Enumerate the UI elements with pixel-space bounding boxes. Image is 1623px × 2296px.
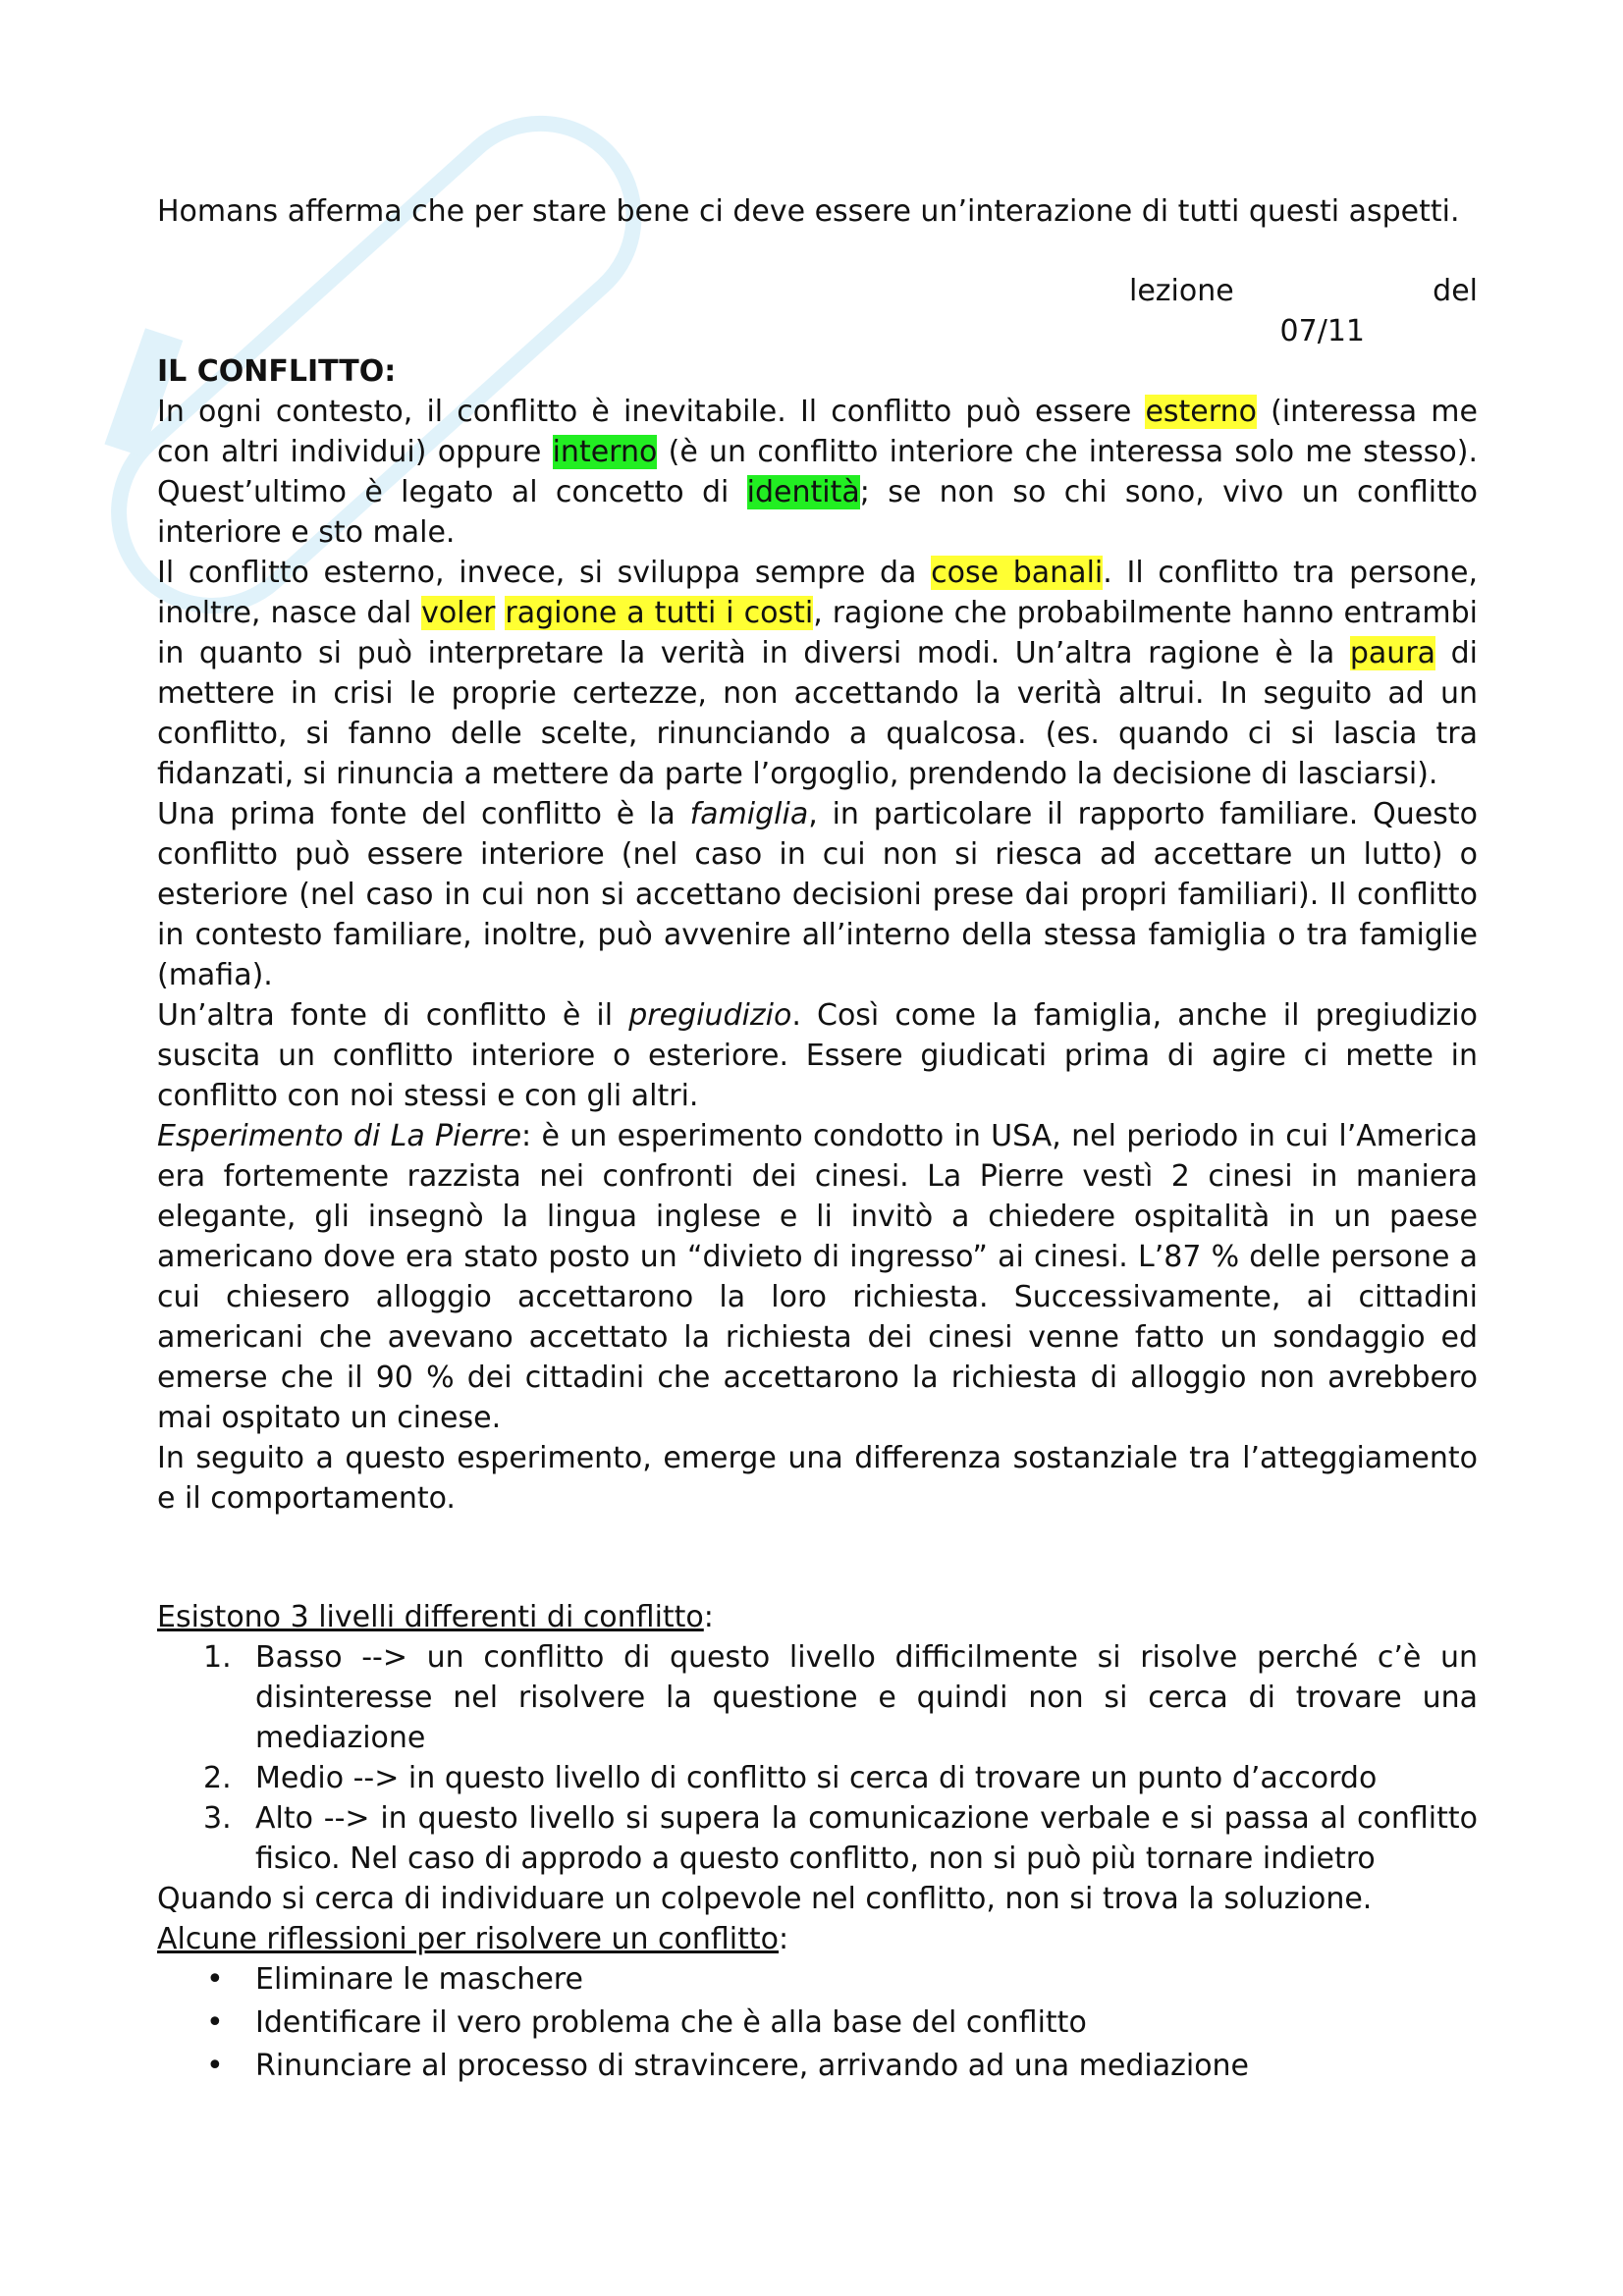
list-item: 1. Basso --> un conflitto di questo livello difficilmente si risolve perché c’è un disinteresse nel risolvere la questione e quindi non si cerca di trovare una mediazione (203, 1640, 1478, 1755)
highlight-paura: paura (1349, 636, 1436, 670)
highlight-voler: voler (421, 596, 496, 630)
lesson-date: 07/11 (1279, 314, 1365, 348)
highlight-ragione: ragione a tutti i costi (505, 596, 814, 630)
list-item: • Eliminare le maschere (157, 1959, 1478, 2002)
highlight-identita: identità (746, 475, 860, 509)
list-item: 3. Alto --> in questo livello si supera la comunicazione verbale e si passa al conflitto fisico. Nel caso di approdo a questo conflitto, non si può più tornare indietro (203, 1801, 1478, 1876)
highlight-esterno: esterno (1145, 395, 1257, 429)
highlight-interno: interno (552, 435, 658, 469)
list-item: 2. Medio --> in questo livello di conflitto si cerca di trovare un punto d’accordo (203, 1761, 1378, 1795)
list-item: • Rinunciare al processo di stravincere, arrivando ad una mediazione (157, 2046, 1478, 2089)
levels-title: Esistono 3 livelli differenti di conflitto: (157, 1600, 714, 1634)
paragraph-outcome: In seguito a questo esperimento, emerge una differenza sostanziale tra l’atteggiamento e il comportamento. (157, 1441, 1478, 1516)
paragraph-external-conflict: Il conflitto esterno, invece, si sviluppa sempre da cose banali. Il conflitto tra persone, inoltre, nasce dal voler ragione a tutti i costi, ragione che probabilmente hanno entrambi in quanto si può interpretare la verità in diversi modi. Un’altra ragione è la paura di mettere in crisi le proprie certezze, non accettando la verità altrui. In seguito ad un conflitto, si fanno delle scelte, rinunciando a qualcosa. (es. quando ci si lascia tra fidanzati, si rinuncia a mettere da parte l’orgoglio, prendendo la decisione di lasciarsi). (157, 556, 1479, 791)
bullet-icon: • (206, 2049, 224, 2083)
bullet-icon: • (206, 2005, 224, 2040)
lesson-label: lezione del (1129, 274, 1478, 308)
paragraph-conflict-types: In ogni contesto, il conflitto è inevitabile. Il conflitto può essere esterno (interessa me con altri individui) oppure interno (è un conflitto interiore che interessa solo me stesso). Quest’ultimo è legato al concetto di identità; se non so chi sono, vivo un conflitto interiore e sto male. (157, 395, 1479, 550)
highlight-cose-banali: cose banali (931, 556, 1104, 590)
bullet-icon: • (206, 1962, 224, 1997)
paragraph-prejudice: Un’altra fonte di conflitto è il pregiudizio. Così come la famiglia, anche il pregiudizio suscita un conflitto interiore o esteriore. Essere giudicati prima di agire ci mette in conflitto con noi stessi e con gli altri. (157, 998, 1478, 1113)
paragraph-blame: Quando si cerca di individuare un colpevole nel conflitto, non si trova la soluzione. (157, 1882, 1373, 1916)
levels-list (157, 1637, 1478, 1879)
list-item: • Identificare il vero problema che è alla base del conflitto (157, 2002, 1478, 2046)
reflections-list (157, 1959, 1478, 2089)
intro-paragraph: Homans afferma che per stare bene ci deve essere un’interazione di tutti questi aspetti. (157, 194, 1460, 229)
document-page (157, 191, 1478, 2089)
section-heading: IL CONFLITTO: (157, 354, 397, 389)
reflections-title: Alcune riflessioni per risolvere un conflitto: (157, 1922, 789, 1956)
paragraph-la-pierre: Esperimento di La Pierre: è un esperimento condotto in USA, nel periodo in cui l’America era fortemente razzista nei confronti dei cinesi. La Pierre vestì 2 cinesi in maniera elegante, gli insegnò la lingua inglese e li invitò a chiedere ospitalità in un paese americano dove era stato posto un “divieto di ingresso” ai cinesi. L’87 % delle persone a cui chiesero alloggio accettarono la loro richiesta. Successivamente, ai cittadini americani che avevano accettato la richiesta dei cinesi venne fatto un sondaggio ed emerse che il 90 % dei cittadini che accettarono la richiesta di alloggio non avrebbero mai ospitato un cinese. (157, 1119, 1478, 1435)
paragraph-family: Una prima fonte del conflitto è la famiglia, in particolare il rapporto familiare. Questo conflitto può essere interiore (nel caso in cui non si riesca ad accettare un lutto) o esteriore (nel caso in cui non si accettano decisioni prese dai propri familiari). Il conflitto in contesto familiare, inoltre, può avvenire all’interno della stessa famiglia o tra famiglie (mafia). (157, 797, 1478, 992)
